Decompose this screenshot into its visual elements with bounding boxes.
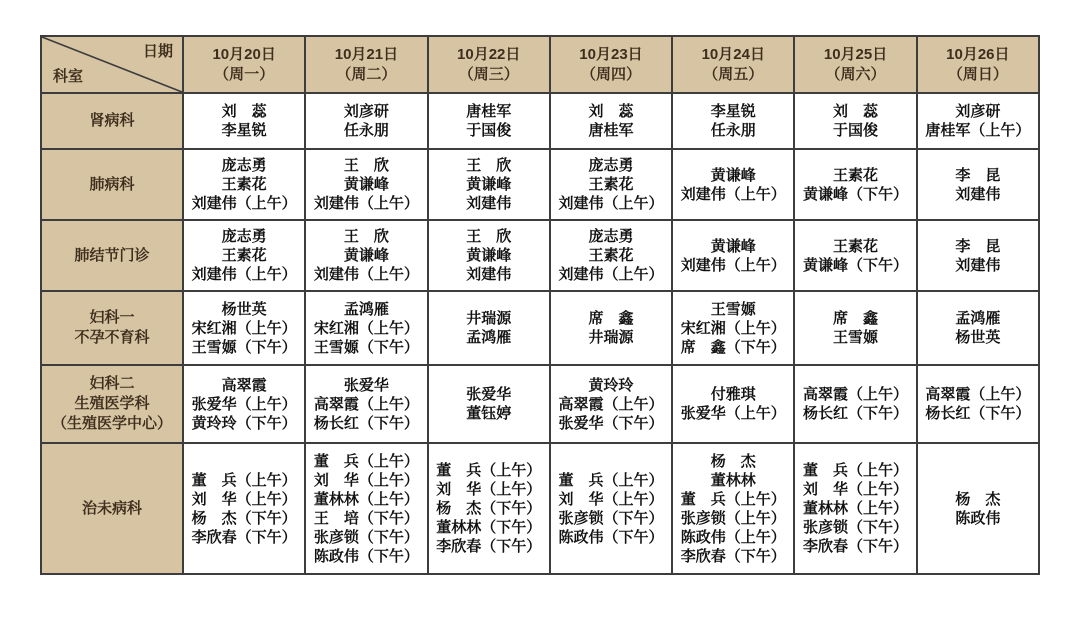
doctor-name-line: 宋红湘（上午）: [313, 319, 419, 337]
doctor-name-line: 高翠霞: [221, 376, 267, 394]
doctor-name-line: 刘建伟（上午）: [313, 266, 419, 283]
doctor-name-line: 董林林（上午）: [313, 490, 419, 508]
schedule-cell-r1-c7: [917, 93, 1039, 149]
doctor-name-line: 唐桂军（上午）: [925, 122, 1031, 139]
doctor-name-line: 席 鑫: [588, 310, 634, 327]
doctor-name-line: 王雪嫄（下午）: [191, 338, 297, 356]
doctor-name-line: 刘建伟: [955, 256, 1001, 274]
doctor-name-line: 董林林（下午）: [436, 519, 542, 536]
doctor-name-line: 庞志勇: [221, 228, 267, 245]
doctor-name-line: 陈政伟（下午）: [558, 528, 664, 546]
doctor-name-line: 董 兵（上午）: [803, 462, 909, 479]
doctor-name-line: 张爱华（上午）: [680, 405, 786, 422]
doctor-name-line: 刘 华（上午）: [436, 481, 542, 498]
schedule-cell-r4-c5: [672, 291, 794, 365]
doctor-name-line: 刘建伟: [955, 185, 1001, 203]
doctor-name-line: 刘 华（上午）: [191, 490, 297, 508]
doctor-name-line: 黄谦峰（下午）: [803, 256, 909, 274]
corner-cell: [41, 36, 183, 93]
doctor-name-line: 李欣春（下午）: [803, 538, 909, 555]
doctor-name-line: 杨 杰: [955, 490, 1001, 508]
dept-cell: [41, 220, 183, 291]
doctor-name-line: 张彦锁（上午）: [680, 509, 786, 527]
date-header-5: [672, 36, 794, 93]
table-row-2: [41, 149, 1039, 220]
doctor-name-line: 张爱华（上午）: [191, 395, 297, 413]
doctor-name-line: 杨 杰: [710, 452, 756, 470]
doctor-name-line: 刘 蕊: [588, 103, 634, 120]
schedule-cell-r3-c6: [794, 220, 916, 291]
schedule-cell-r6-c4: [550, 443, 672, 574]
dept-name-line: （生殖医学中心）: [51, 415, 172, 432]
doctor-name-line: 陈政伟（上午）: [680, 528, 786, 546]
doctor-name-line: 王雪嫄: [710, 300, 756, 318]
doctor-name-line: 王素花: [221, 176, 267, 193]
doctor-name-line: 黄谦峰: [710, 237, 756, 255]
doctor-name-line: 黄谦峰: [343, 247, 389, 264]
doctor-name-line: 李欣春（下午）: [191, 528, 297, 546]
doctor-name-line: 于国俊: [466, 122, 512, 139]
doctor-name-line: 庞志勇: [588, 228, 634, 245]
schedule-cell-r5-c1: [183, 365, 305, 443]
doctor-name-line: 李欣春（下午）: [680, 547, 786, 565]
schedule-table: [40, 35, 1040, 575]
schedule-cell-r1-c4: [550, 93, 672, 149]
schedule-table-body: [41, 93, 1039, 574]
doctor-name-line: 董 兵（上午）: [191, 471, 297, 489]
doctor-name-line: 庞志勇: [221, 157, 267, 174]
doctor-name-line: 王 欣: [343, 157, 389, 174]
date-header-line: 10月24日: [701, 45, 765, 63]
doctor-name-line: 董 兵（上午）: [313, 452, 419, 470]
schedule-cell-r6-c5: [672, 443, 794, 574]
schedule-cell-r2-c6: [794, 149, 916, 220]
doctor-name-line: 高翠霞（上午）: [803, 386, 909, 403]
doctor-name-line: 杨长红（下午）: [803, 405, 909, 422]
schedule-cell-r6-c3: [428, 443, 550, 574]
schedule-cell-r5-c4: [550, 365, 672, 443]
doctor-name-line: 刘 蕊: [833, 103, 879, 120]
date-header-line: （周三）: [458, 65, 519, 83]
table-row-4: [41, 291, 1039, 365]
doctor-name-line: 黄谦峰: [466, 176, 512, 193]
doctor-name-line: 刘 蕊: [221, 103, 267, 120]
doctor-name-line: 王 欣: [466, 228, 512, 245]
doctor-name-line: 杨世英: [955, 329, 1001, 346]
schedule-cell-r2-c3: [428, 149, 550, 220]
doctor-name-line: 王素花: [833, 166, 879, 184]
dept-cell: [41, 443, 183, 574]
dept-cell: [41, 365, 183, 443]
doctor-name-line: 席 鑫: [833, 310, 879, 327]
doctor-name-line: 张彦锁（下午）: [558, 509, 664, 527]
date-header-6: [794, 36, 916, 93]
doctor-name-line: 王 培（下午）: [313, 509, 419, 527]
date-header-line: （周日）: [947, 65, 1008, 83]
doctor-name-line: 孟鸿雁: [955, 310, 1001, 327]
doctor-name-line: 唐桂军: [588, 122, 634, 139]
schedule-cell-r6-c7: [917, 443, 1039, 574]
schedule-cell-r3-c2: [305, 220, 427, 291]
doctor-name-line: 宋红湘（上午）: [680, 319, 786, 337]
doctor-name-line: 李星锐: [710, 103, 756, 120]
doctor-name-line: 王素花: [833, 237, 879, 255]
doctor-name-line: 宋红湘（上午）: [191, 319, 297, 337]
doctor-name-line: 董 兵（上午）: [436, 462, 542, 479]
schedule-cell-r3-c1: [183, 220, 305, 291]
schedule-cell-r6-c6: [794, 443, 916, 574]
date-header-line: （周六）: [825, 65, 886, 83]
doctor-name-line: 李欣春（下午）: [436, 538, 542, 555]
doctor-name-line: 董林林: [710, 471, 756, 489]
dept-cell: [41, 291, 183, 365]
schedule-cell-r4-c4: [550, 291, 672, 365]
doctor-name-line: 于国俊: [833, 122, 879, 139]
doctor-name-line: 付雅琪: [710, 386, 756, 403]
doctor-name-line: 王 欣: [466, 157, 512, 174]
schedule-cell-r4-c3: [428, 291, 550, 365]
schedule-cell-r1-c6: [794, 93, 916, 149]
header-row: [41, 36, 1039, 93]
dept-name-line: 不孕不育科: [74, 329, 150, 346]
doctor-name-line: 张爱华: [343, 376, 389, 394]
schedule-cell-r4-c1: [183, 291, 305, 365]
date-header-line: 10月26日: [946, 45, 1010, 63]
doctor-name-line: 刘建伟（上午）: [313, 195, 419, 212]
doctor-name-line: 张爱华（下午）: [558, 414, 664, 432]
dept-name-line: 妇科二: [89, 375, 135, 392]
schedule-cell-r2-c4: [550, 149, 672, 220]
doctor-name-line: 任永朋: [710, 122, 756, 139]
schedule-cell-r2-c7: [917, 149, 1039, 220]
doctor-name-line: 刘建伟: [466, 195, 512, 212]
date-header-line: 10月21日: [334, 45, 399, 63]
date-header-7: [917, 36, 1039, 93]
table-row-5: [41, 365, 1039, 443]
corner-date-label: 日期: [142, 43, 173, 60]
doctor-name-line: 董 兵（上午）: [558, 471, 664, 489]
dept-name-line: 治未病科: [81, 499, 142, 517]
schedule-cell-r3-c4: [550, 220, 672, 291]
doctor-name-line: 杨 杰（下午）: [436, 500, 542, 517]
doctor-name-line: 高翠霞（上午）: [313, 395, 419, 413]
doctor-name-line: 董 兵（上午）: [680, 490, 786, 508]
doctor-name-line: 陈政伟: [955, 509, 1001, 527]
table-row-1: [41, 93, 1039, 149]
doctor-name-line: 唐桂军: [466, 103, 512, 120]
dept-name-line: 肺病科: [89, 175, 135, 193]
date-header-line: （周五）: [703, 65, 764, 83]
doctor-name-line: 任永朋: [343, 122, 389, 139]
date-header-3: [428, 36, 550, 93]
doctor-name-line: 董林林（上午）: [803, 500, 909, 517]
schedule-cell-r3-c3: [428, 220, 550, 291]
schedule-cell-r5-c6: [794, 365, 916, 443]
doctor-name-line: 王素花: [221, 247, 267, 264]
doctor-name-line: 黄谦峰: [343, 176, 389, 193]
doctor-name-line: 庞志勇: [588, 157, 634, 174]
doctor-name-line: 杨长红（下午）: [313, 414, 419, 432]
schedule-cell-r1-c5: [672, 93, 794, 149]
dept-cell: [41, 93, 183, 149]
dept-name-line: 妇科一: [89, 309, 135, 326]
schedule-cell-r1-c1: [183, 93, 305, 149]
doctor-name-line: 张彦锁（下午）: [313, 528, 419, 546]
doctor-name-line: 黄谦峰: [466, 247, 512, 264]
doctor-name-line: 刘建伟（上午）: [680, 185, 786, 203]
doctor-name-line: 王素花: [588, 176, 634, 193]
date-header-line: （周一）: [214, 65, 275, 83]
doctor-name-line: 王 欣: [343, 228, 389, 245]
doctor-name-line: 李 昆: [955, 237, 1001, 255]
doctor-name-line: 刘彦研: [955, 103, 1001, 120]
schedule-cell-r2-c2: [305, 149, 427, 220]
corner-dept-label: 科室: [53, 68, 84, 85]
table-row-3: [41, 220, 1039, 291]
doctor-name-line: 黄谦峰（下午）: [803, 185, 909, 203]
doctor-name-line: 刘 华（上午）: [558, 490, 664, 508]
doctor-name-line: 刘建伟: [466, 266, 512, 283]
date-header-line: 10月25日: [823, 45, 888, 63]
doctor-name-line: 井瑞源: [588, 329, 634, 346]
schedule-cell-r4-c2: [305, 291, 427, 365]
doctor-name-line: 孟鸿雁: [343, 300, 389, 318]
doctor-name-line: 张爱华: [466, 386, 512, 403]
doctor-name-line: 高翠霞（上午）: [925, 386, 1031, 403]
schedule-cell-r6-c2: [305, 443, 427, 574]
doctor-name-line: 杨世英: [221, 300, 267, 318]
doctor-name-line: 刘 华（上午）: [803, 481, 909, 498]
doctor-name-line: 刘彦研: [343, 103, 389, 120]
doctor-name-line: 张彦锁（下午）: [803, 519, 909, 536]
date-header-4: [550, 36, 672, 93]
doctor-name-line: 杨长红（下午）: [925, 405, 1031, 422]
doctor-name-line: 刘建伟（上午）: [680, 256, 786, 274]
doctor-name-line: 刘建伟（上午）: [191, 266, 297, 283]
doctor-name-line: 刘建伟（上午）: [191, 195, 297, 212]
schedule-cell-r3-c5: [672, 220, 794, 291]
doctor-name-line: 高翠霞（上午）: [558, 395, 664, 413]
schedule-cell-r3-c7: [917, 220, 1039, 291]
dept-name-line: 生殖医学科: [74, 395, 150, 412]
doctor-name-line: 董钰婷: [466, 405, 512, 422]
dept-name-line: 肺结节门诊: [74, 246, 150, 264]
date-header-line: 10月20日: [212, 45, 276, 63]
doctor-name-line: 席 鑫（下午）: [680, 338, 786, 356]
date-header-line: （周二）: [336, 65, 397, 83]
doctor-name-line: 王雪嫄: [833, 329, 879, 346]
doctor-name-line: 刘建伟（上午）: [558, 195, 664, 212]
date-header-line: 10月23日: [579, 45, 643, 63]
schedule-cell-r2-c5: [672, 149, 794, 220]
doctor-name-line: 刘建伟（上午）: [558, 266, 664, 283]
doctor-name-line: 刘 华（上午）: [313, 471, 419, 489]
date-header-line: （周四）: [580, 65, 641, 83]
doctor-name-line: 王素花: [588, 247, 634, 264]
dept-name-line: 肾病科: [89, 112, 135, 129]
schedule-cell-r5-c7: [917, 365, 1039, 443]
schedule-cell-r5-c2: [305, 365, 427, 443]
doctor-name-line: 王雪嫄（下午）: [313, 338, 419, 356]
doctor-name-line: 陈政伟（下午）: [313, 547, 419, 565]
table-row-6: [41, 443, 1039, 574]
schedule-cell-r5-c5: [672, 365, 794, 443]
doctor-name-line: 杨 杰（下午）: [191, 509, 297, 527]
doctor-name-line: 黄玲玲（下午）: [191, 414, 297, 432]
doctor-name-line: 李 昆: [955, 166, 1001, 184]
doctor-name-line: 孟鸿雁: [466, 329, 512, 346]
schedule-cell-r4-c7: [917, 291, 1039, 365]
schedule-cell-r6-c1: [183, 443, 305, 574]
dept-cell: [41, 149, 183, 220]
date-header-1: [183, 36, 305, 93]
doctor-name-line: 井瑞源: [466, 310, 512, 327]
schedule-cell-r1-c3: [428, 93, 550, 149]
schedule-cell-r5-c3: [428, 365, 550, 443]
date-header-2: [305, 36, 427, 93]
doctor-name-line: 李星锐: [221, 122, 267, 139]
schedule-cell-r2-c1: [183, 149, 305, 220]
schedule-cell-r4-c6: [794, 291, 916, 365]
date-header-line: 10月22日: [457, 45, 521, 63]
doctor-name-line: 黄谦峰: [710, 166, 756, 184]
schedule-cell-r1-c2: [305, 93, 427, 149]
doctor-name-line: 黄玲玲: [588, 376, 634, 394]
